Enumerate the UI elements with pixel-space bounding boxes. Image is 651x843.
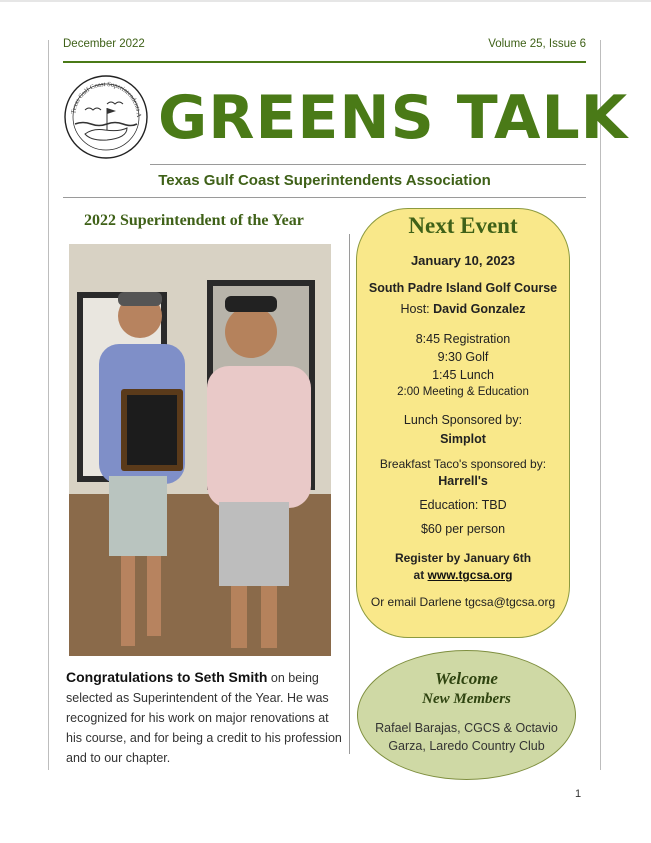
logo-seal-icon — [63, 74, 149, 160]
column-divider — [349, 234, 350, 754]
next-event-title: Next Event — [408, 213, 518, 238]
email-line: Or email Darlene tgcsa@tgcsa.org — [370, 595, 556, 609]
education-line: Education: TBD — [419, 498, 507, 512]
register-at: at — [413, 568, 428, 582]
schedule-golf: 9:30 Golf — [437, 350, 489, 364]
svg-text:Texas Gulf Coast Superintenden: Texas Gulf Coast Superintendents A — [70, 80, 143, 118]
welcome-subtitle: New Members — [422, 691, 511, 707]
register-url-link[interactable]: www.tgcsa.org — [427, 568, 513, 582]
breakfast-sponsor-label: Breakfast Taco's sponsored by: — [379, 457, 547, 471]
title-rule — [150, 164, 586, 165]
award-photo — [69, 244, 331, 656]
congratulations-paragraph — [66, 667, 342, 768]
register-website-line — [357, 568, 569, 582]
register-deadline: Register by January 6th — [394, 551, 532, 565]
lunch-sponsor-name: Simplot — [440, 432, 486, 446]
association-logo — [63, 74, 149, 160]
new-members-list: Rafael Barajas, CGCS & Octavio Garza, Laredo Country Club — [375, 721, 558, 753]
top-border — [0, 0, 651, 2]
price-line: $60 per person — [420, 522, 506, 536]
association-name: Texas Gulf Coast Superintendents Association — [158, 172, 491, 189]
event-date: January 10, 2023 — [410, 253, 516, 268]
issue-date: December 2022 — [63, 38, 145, 50]
congrats-body: on being selected as Superintendent of the Year. He was recognized for his work on major renovations at his course, and for being a credit to his profession and to our chapter. — [66, 671, 342, 765]
header-rule — [63, 61, 586, 63]
host-label: Host: — [400, 302, 434, 316]
association-rule — [63, 197, 586, 198]
page-number: 1 — [575, 788, 582, 800]
newsletter-title: GREENS TALK — [158, 83, 629, 153]
host-name: David Gonzalez — [433, 302, 526, 316]
event-venue: South Padre Island Golf Course — [368, 281, 558, 295]
schedule-meeting: 2:00 Meeting & Education — [397, 386, 529, 398]
article-heading: 2022 Superintendent of the Year — [84, 212, 304, 229]
breakfast-sponsor-name: Harrell's — [438, 474, 488, 488]
event-host — [357, 302, 569, 316]
lunch-sponsor-label: Lunch Sponsored by: — [403, 413, 523, 427]
welcome-members-oval — [357, 650, 576, 780]
left-margin-line — [48, 40, 49, 770]
next-event-box — [356, 208, 570, 638]
schedule-lunch: 1:45 Lunch — [432, 368, 494, 382]
schedule-registration: 8:45 Registration — [415, 332, 511, 346]
congrats-lead: Congratulations to Seth Smith — [66, 669, 268, 685]
issue-volume: Volume 25, Issue 6 — [488, 38, 586, 50]
welcome-title: Welcome — [435, 669, 498, 688]
award-photo-image — [69, 244, 331, 656]
